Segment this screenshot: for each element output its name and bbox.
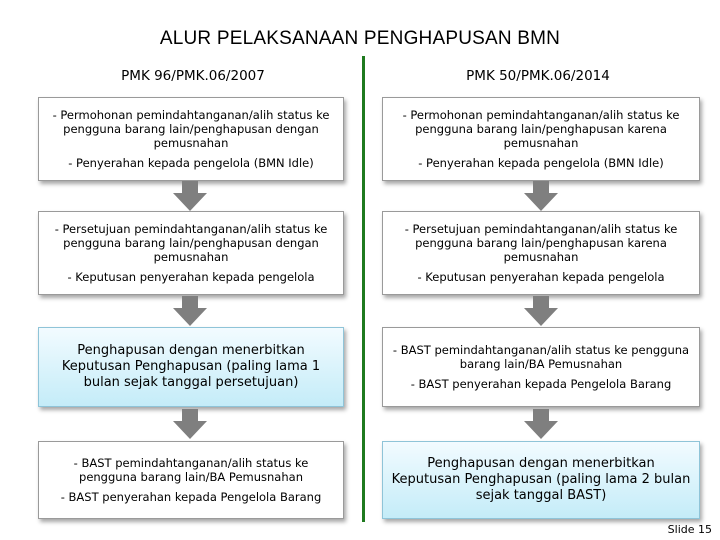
left-step-3-line-1: Penghapusan dengan menerbitkan Keputusan Penghapusan (paling lama 1 bulan sejak tanggal persetujuan) (61, 343, 321, 390)
left-step-2 (38, 211, 344, 295)
slide-number: Slide 15 (667, 523, 712, 536)
left-step-2-line-2: - Keputusan penyerahan kepada pengelola (67, 270, 315, 284)
left-step-4-line-2: - BAST penyerahan kepada Pengelola Barang (60, 490, 322, 504)
left-step-4 (38, 441, 344, 519)
left-arrow-down-icon-2 (173, 296, 207, 326)
column-divider (362, 56, 365, 522)
slide-title: ALUR PELAKSANAAN PENGHAPUSAN BMN (159, 28, 561, 49)
left-step-3 (38, 327, 344, 407)
left-step-4-line-1: - BAST pemindahtanganan/alih status ke pengguna barang lain/BA Pemusnahan (73, 456, 309, 484)
left-column-heading: PMK 96/PMK.06/2007 (121, 68, 265, 84)
right-step-4-line-1: Penghapusan dengan menerbitkan Keputusan Penghapusan (paling lama 2 bulan sejak tanggal BAST) (391, 456, 691, 503)
right-step-1 (382, 97, 700, 181)
left-step-1-line-1: - Permohonan pemindahtanganan/alih status ke pengguna barang lain/penghapusan dengan pemusnahan (52, 108, 330, 150)
right-step-1-line-2: - Penyerahan kepada pengelola (BMN Idle) (418, 156, 664, 170)
left-arrow-down-icon-3 (173, 409, 207, 439)
right-step-2-line-1: - Persetujuan pemindahtanganan/alih status ke pengguna barang lain/penghapusan karena pemusnahan (404, 222, 678, 264)
right-arrow-down-icon-1 (524, 181, 558, 211)
right-step-3 (382, 327, 700, 407)
right-step-1-line-1: - Permohonan pemindahtanganan/alih status ke pengguna barang lain/penghapusan karena pemusnahan (402, 108, 680, 150)
left-step-1-line-2: - Penyerahan kepada pengelola (BMN Idle) (68, 156, 314, 170)
left-arrow-down-icon-1 (173, 181, 207, 211)
right-arrow-down-icon-2 (524, 296, 558, 326)
right-arrow-down-icon-3 (524, 409, 558, 439)
left-step-1 (38, 97, 344, 181)
right-step-2 (382, 211, 700, 295)
right-column-heading: PMK 50/PMK.06/2014 (466, 68, 610, 84)
right-step-4 (382, 441, 700, 519)
right-step-3-line-1: - BAST pemindahtanganan/alih status ke pengguna barang lain/BA Pemusnahan (392, 343, 690, 371)
right-step-3-line-2: - BAST penyerahan kepada Pengelola Barang (410, 377, 672, 391)
left-step-2-line-1: - Persetujuan pemindahtanganan/alih status ke pengguna barang lain/penghapusan dengan pemusnahan (54, 222, 328, 264)
right-step-2-line-2: - Keputusan penyerahan kepada pengelola (417, 270, 665, 284)
